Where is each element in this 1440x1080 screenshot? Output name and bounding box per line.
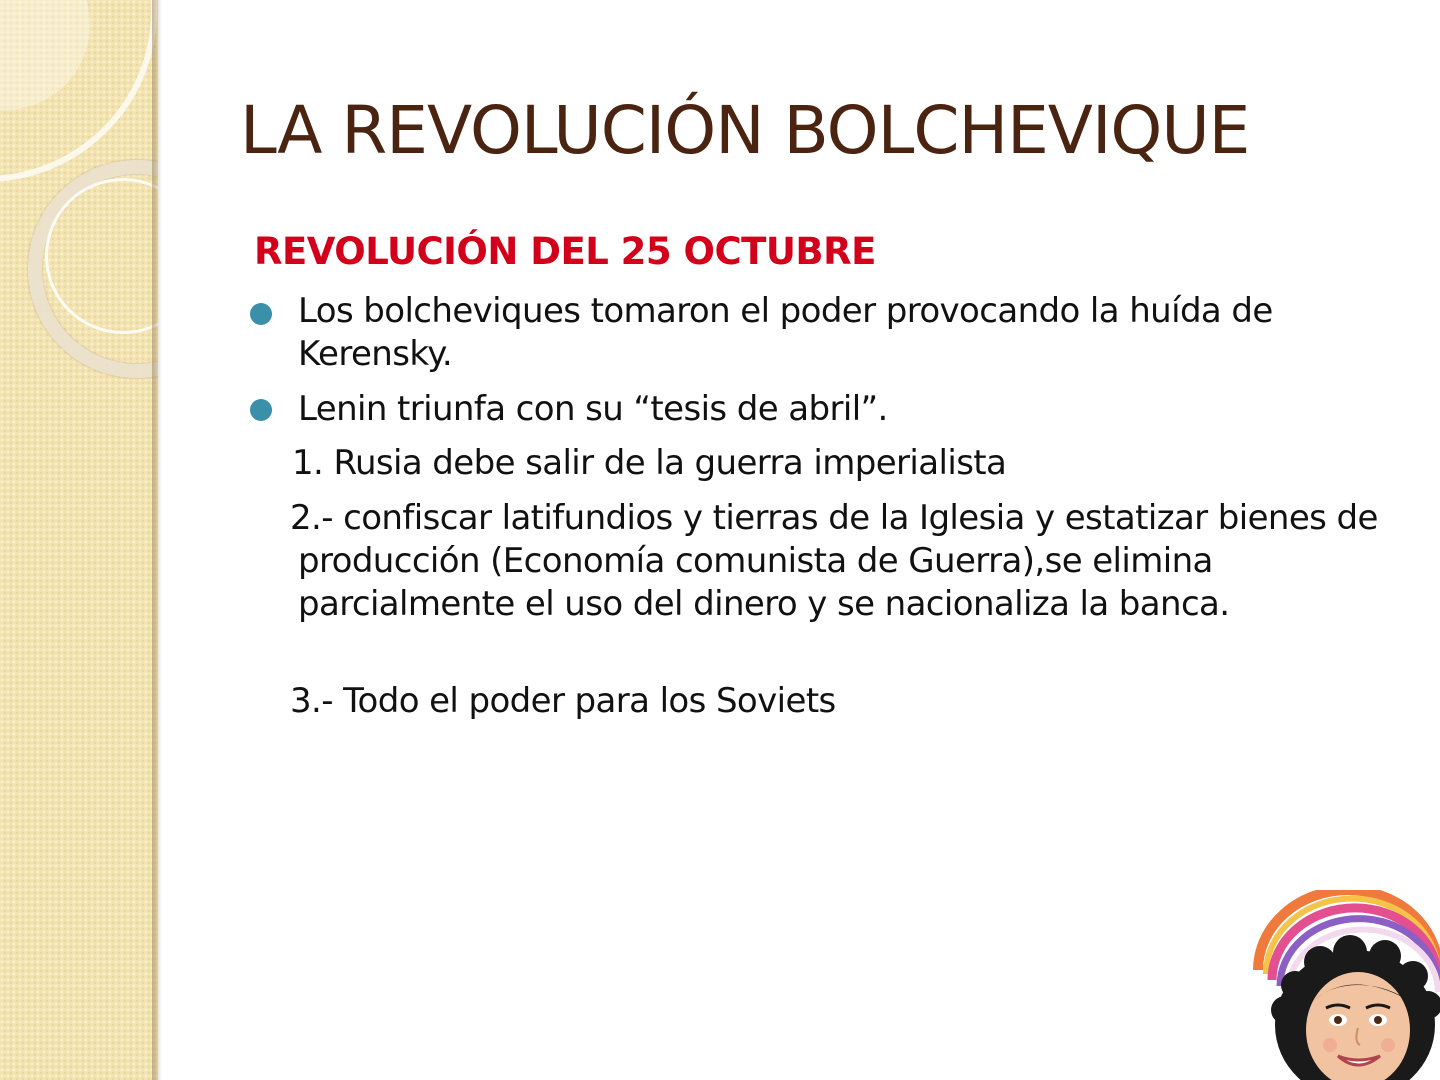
bullet-item: Lenin triunfa con su “tesis de abril”. [298, 389, 888, 429]
bullet-icon [250, 399, 272, 421]
decorative-side-panel [0, 0, 158, 1080]
numbered-item: 1. Rusia debe salir de la guerra imperialista [292, 443, 1007, 483]
bullet-item: Los bolcheviques tomaron el poder provocando la huída de Kerensky. [298, 291, 1273, 374]
bullet-icon [250, 303, 272, 325]
slide-title: LA REVOLUCIÓN BOLCHEVIQUE [240, 92, 1250, 169]
avatar-icon [1250, 890, 1440, 1080]
slide-subtitle: REVOLUCIÓN DEL 25 OCTUBRE [254, 230, 876, 273]
numbered-item: 2.- confiscar latifundios y tierras de la Iglesia y estatizar bienes de producción (Economía comunista de Guerra),se elimina parcialmente el uso del dinero y se nacionaliza la banca. [290, 498, 1378, 624]
side-panel-shadow [152, 0, 162, 1080]
numbered-item: 3.- Todo el poder para los Soviets [290, 681, 836, 721]
decorative-ring [0, 0, 157, 182]
